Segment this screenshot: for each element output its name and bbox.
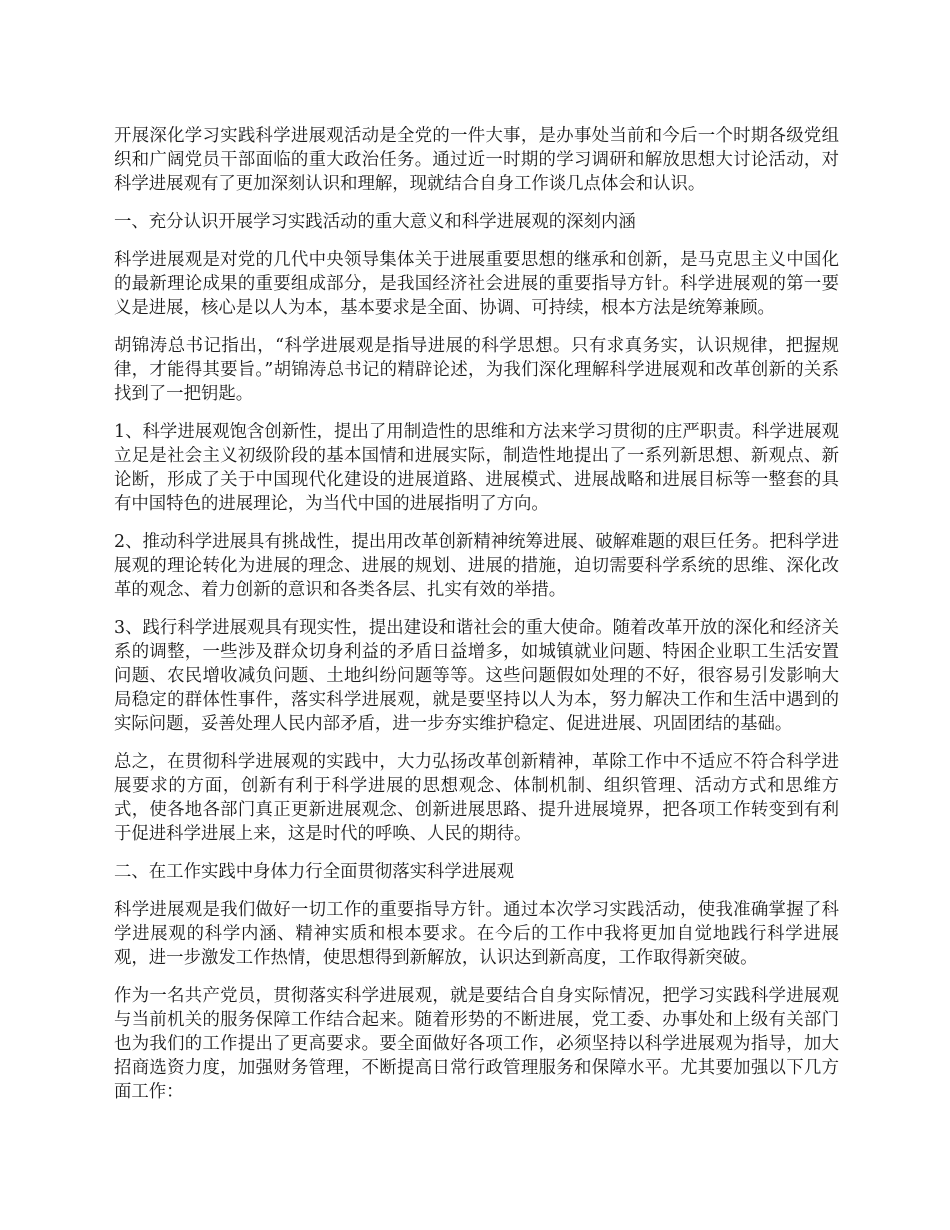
document-body	[114, 124, 839, 1118]
paragraph-point-1: 1、科学进展观饱含创新性，提出了用制造性的思维和方法来学习贯彻的庄严职责。科学进展观立足是社会主义初级阶段的基本国情和进展实际，制造性地提出了一系列新思想、新观点、新论断，形成了关于中国现代化建设的进展道路、进展模式、进展战略和进展目标等一整套的具有中国特色的进展理论，为当代中国的进展指明了方向。	[114, 422, 839, 514]
paragraph-point-3: 3、践行科学进展观具有现实性，提出建设和谐社会的重大使命。随着改革开放的深化和经济关系的调整，一些涉及群众切身利益的矛盾日益增多，如城镇就业问题、特困企业职工生活安置问题、农民增收减负问题、土地纠纷问题等等。这些问题假如处理的不好，很容易引发影响大局稳定的群体性事件，落实科学进展观，就是要坚持以人为本，努力解决工作和生活中遇到的实际问题，妥善处理人民内部矛盾，进一步夯实维护稳定、促进进展、巩固团结的基础。	[114, 618, 839, 734]
section-heading-2: 二、在工作实践中身体力行全面贯彻落实科学进展观	[114, 862, 514, 882]
paragraph-party-member: 作为一名共产党员，贯彻落实科学进展观，就是要结合自身实际情况，把学习实践科学进展观与当前机关的服务保障工作结合起来。随着形势的不断进展，党工委、办事处和上级有关部门也为我们的工作提出了更高要求。要全面做好各项工作，必须坚持以科学进展观为指导，加大招商选资力度，加强财务管理，不断提高日常行政管理服务和保障水平。尤其要加强以下几方面工作：	[114, 986, 839, 1102]
paragraph-quote: 胡锦涛总书记指出，“科学进展观是指导进展的科学思想。只有求真务实，认识规律，把握规律，才能得其要旨。”胡锦涛总书记的精辟论述，为我们深化理解科学进展观和改革创新的关系找到了一把钥匙。	[114, 336, 839, 404]
paragraph-guidance: 科学进展观是我们做好一切工作的重要指导方针。通过本次学习实践活动，使我准确掌握了科学进展观的科学内涵、精神实质和根本要求。在今后的工作中我将更加自觉地践行科学进展观，进一步激发工作热情，使思想得到新解放，认识达到新高度，工作取得新突破。	[114, 900, 839, 968]
paragraph-point-2: 2、推动科学进展具有挑战性，提出用改革创新精神统筹进展、破解难题的艰巨任务。把科学进展观的理论转化为进展的理念、进展的规划、进展的措施，迫切需要科学系统的思维、深化改革的观念、着力创新的意识和各类各层、扎实有效的举措。	[114, 532, 839, 600]
intro-paragraph: 开展深化学习实践科学进展观活动是全党的一件大事，是办事处当前和今后一个时期各级党组织和广阔党员干部面临的重大政治任务。通过近一时期的学习调研和解放思想大讨论活动，对科学进展观有了更加深刻认识和理解，现就结合自身工作谈几点体会和认识。	[114, 126, 839, 194]
paragraph-summary: 总之，在贯彻科学进展观的实践中，大力弘扬改革创新精神，革除工作中不适应不符合科学进展要求的方面，创新有利于科学进展的思想观念、体制机制、组织管理、活动方式和思维方式，使各地各部门真正更新进展观念、创新进展思路、提升进展境界，把各项工作转变到有利于促进科学进展上来，这是时代的呼唤、人民的期待。	[114, 752, 839, 844]
section-heading-1: 一、充分认识开展学习实践活动的重大意义和科学进展观的深刻内涵	[114, 212, 636, 232]
paragraph-definition: 科学进展观是对党的几代中央领导集体关于进展重要思想的继承和创新，是马克思主义中国化的最新理论成果的重要组成部分，是我国经济社会进展的重要指导方针。科学进展观的第一要义是进展，核心是以人为本，基本要求是全面、协调、可持续，根本方法是统筹兼顾。	[114, 250, 839, 318]
